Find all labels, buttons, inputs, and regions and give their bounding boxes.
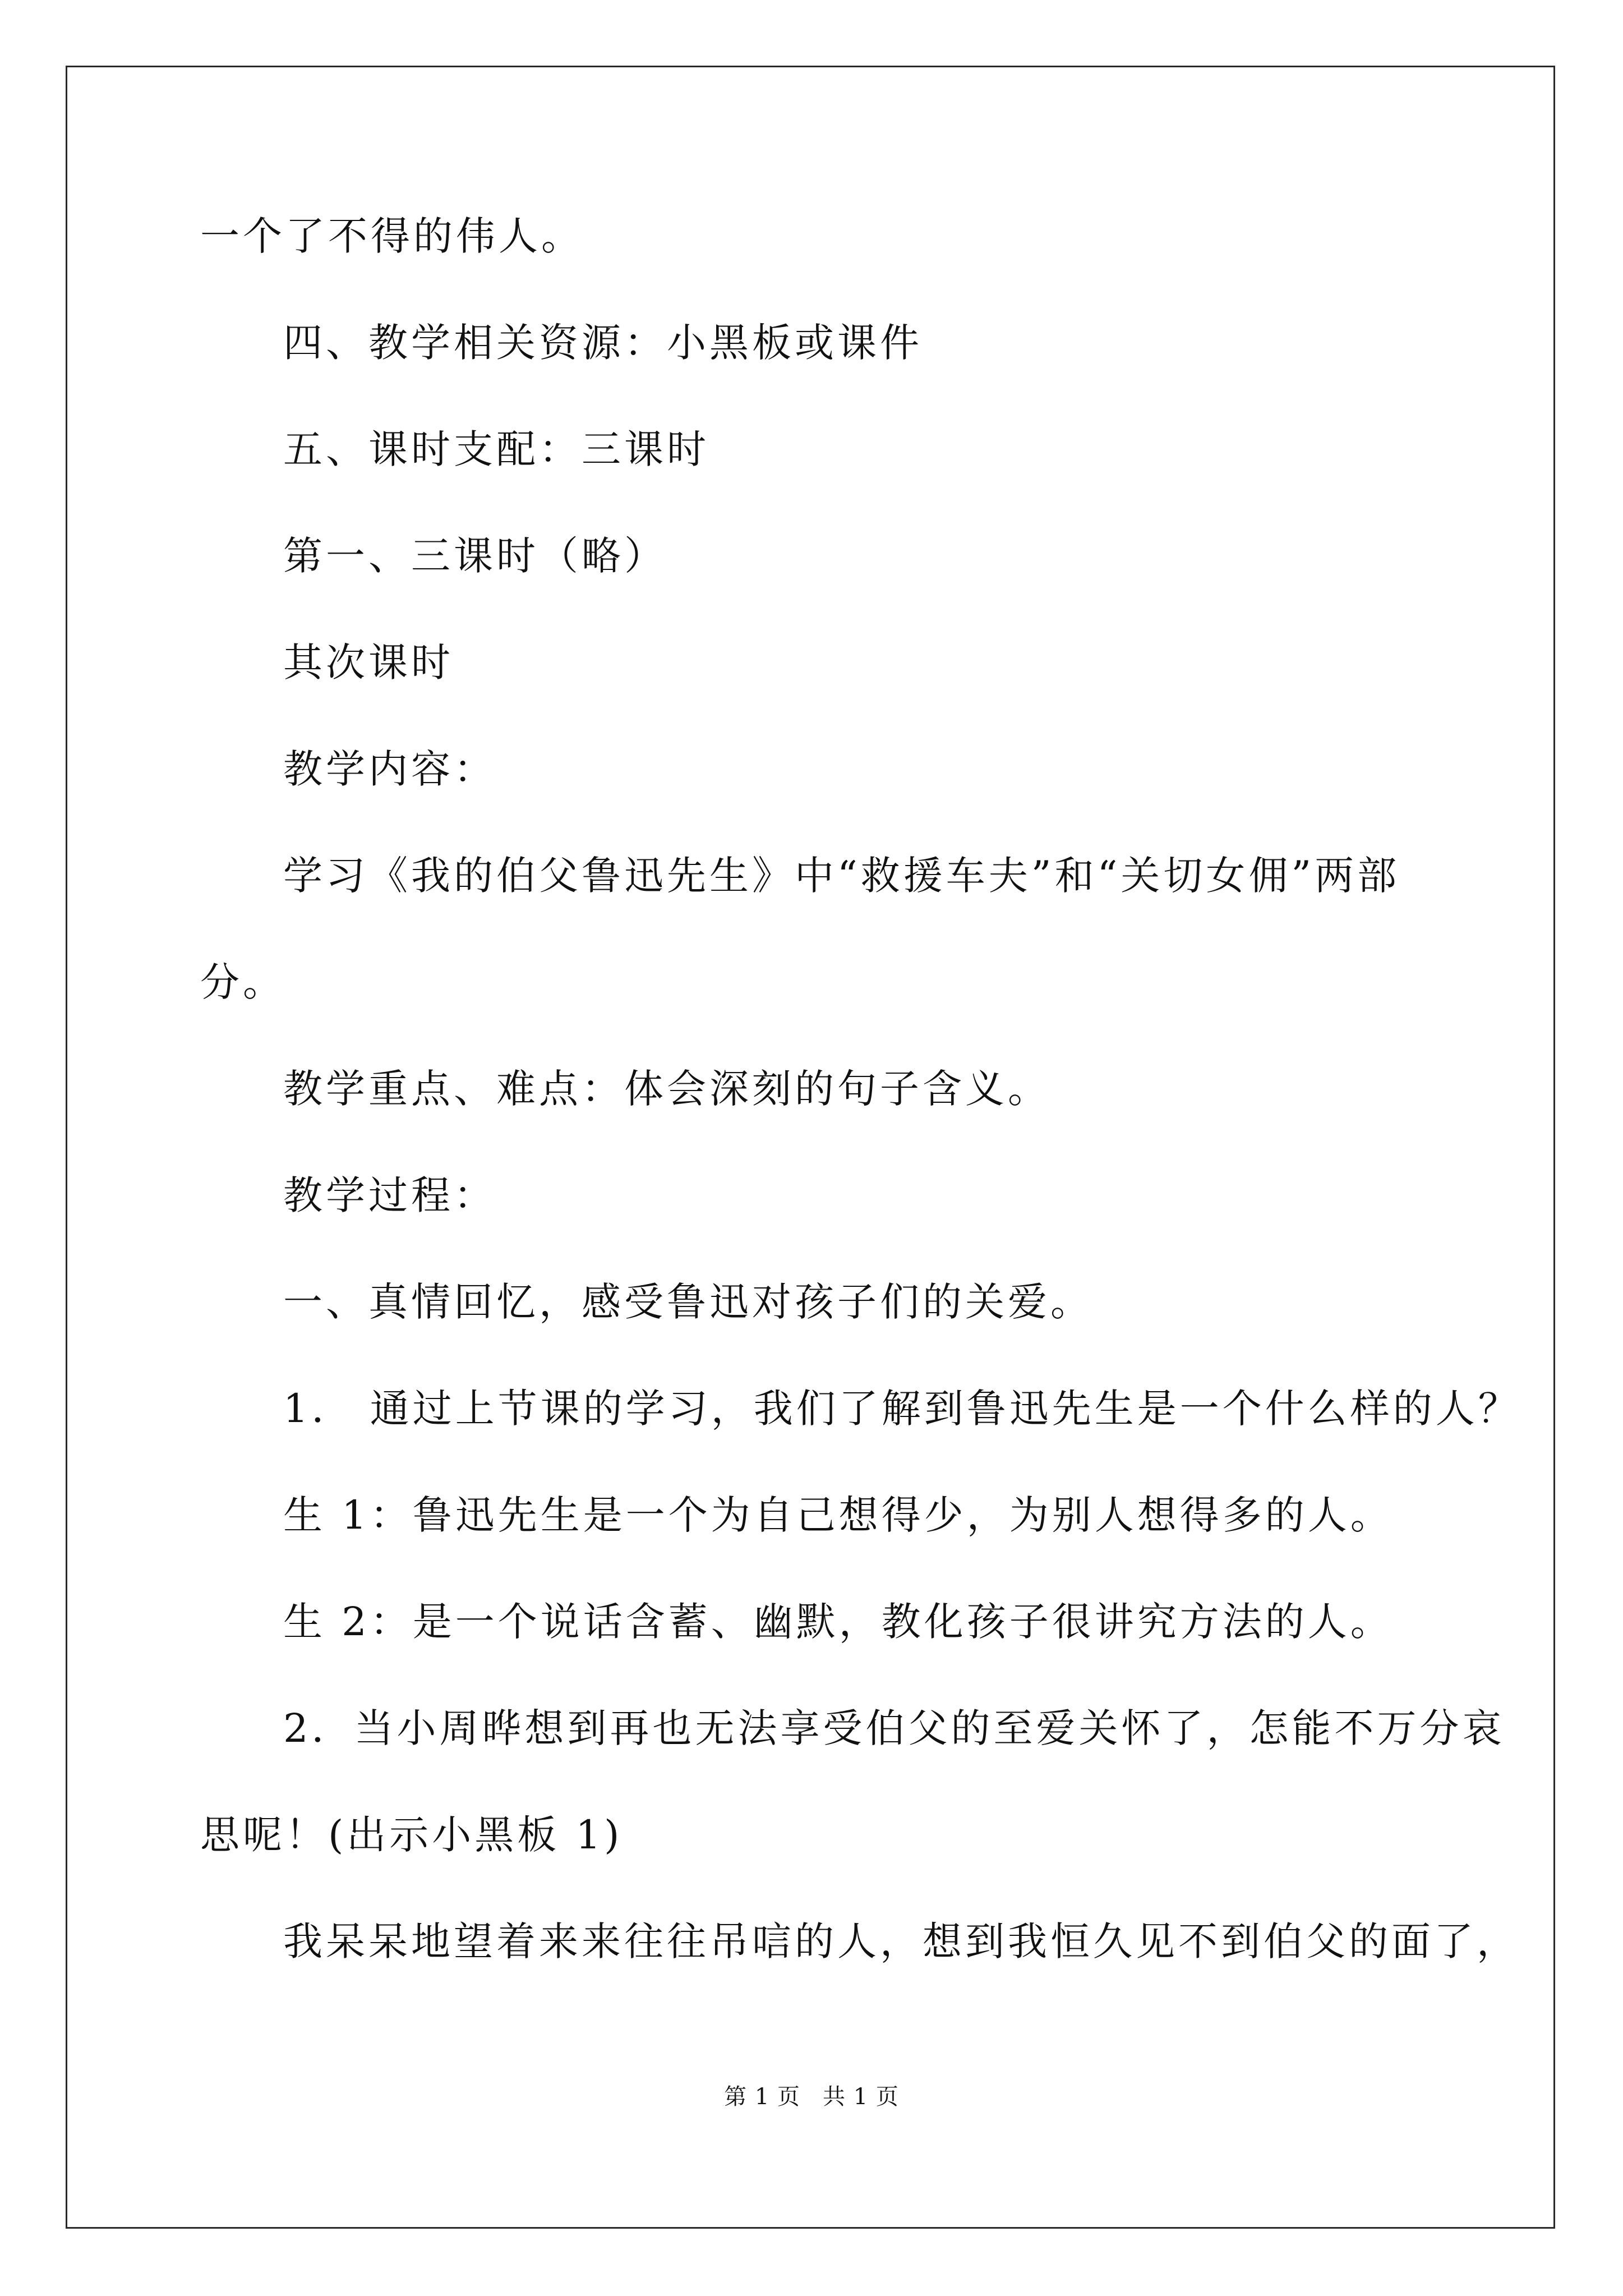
page-number: 第 1 页: [724, 2084, 800, 2110]
text-line: 生 1：鲁迅先生是一个为自己想得少，为别人想得多的人。: [283, 1492, 1393, 1538]
text-line: 教学内容：: [283, 746, 496, 792]
text-line: 思呢！(出示小黑板 1): [200, 1812, 623, 1858]
text-line: 分。: [200, 959, 285, 1005]
text-line: 教学重点、难点：体会深刻的句子含义。: [283, 1066, 1050, 1112]
text-line: 1． 通过上节课的学习，我们了解到鲁迅先生是一个什么样的人？: [283, 1386, 1521, 1432]
text-line: 五、课时支配：三课时: [283, 426, 709, 472]
text-line: 学习《我的伯父鲁迅先生》中“救援车夫”和“关切女佣”两部: [283, 853, 1400, 899]
page-footer: [0, 2081, 1623, 2113]
page-total: 共 1 页: [823, 2084, 899, 2110]
text-line: 生 2：是一个说话含蓄、幽默，教化孩子很讲究方法的人。: [283, 1599, 1393, 1645]
text-line: 2．当小周晔想到再也无法享受伯父的至爱关怀了，怎能不万分哀: [283, 1705, 1505, 1751]
text-line: 四、教学相关资源：小黑板或课件: [283, 320, 923, 366]
text-line: 我呆呆地望着来来往往吊唁的人，想到我恒久见不到伯父的面了，: [283, 1918, 1519, 1964]
page-border: [66, 66, 1555, 2229]
text-line: 一个了不得的伟人。: [200, 213, 584, 259]
text-line: 第一、三课时（略）: [283, 533, 667, 579]
text-line: 一、真情回忆，感受鲁迅对孩子们的关爱。: [283, 1279, 1093, 1325]
text-line: 其次课时: [283, 639, 454, 685]
text-line: 教学过程：: [283, 1172, 496, 1218]
